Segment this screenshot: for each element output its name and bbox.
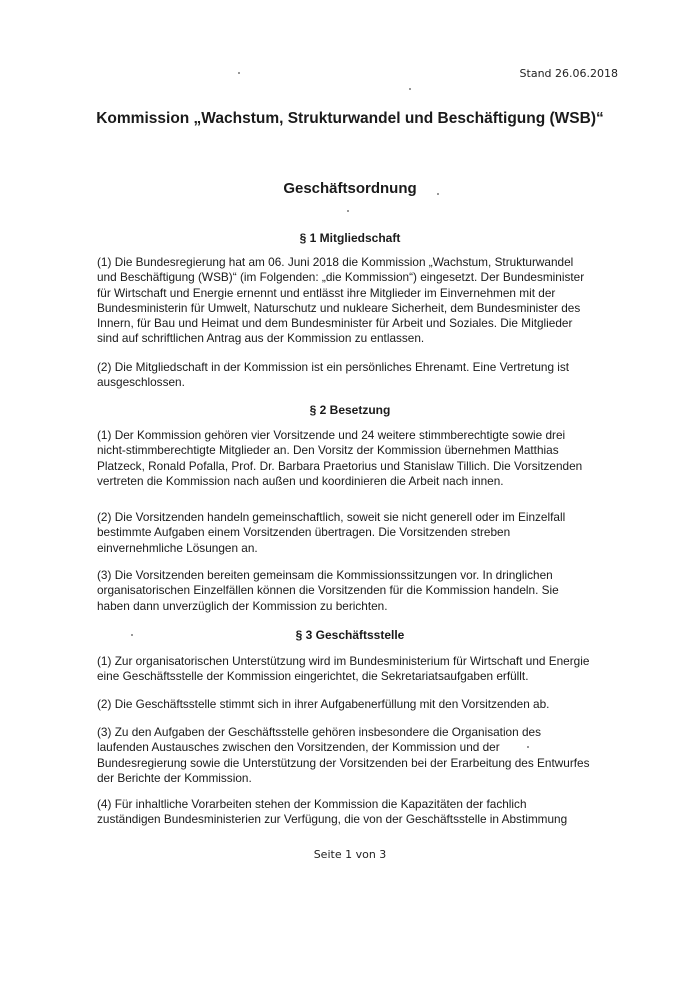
scan-speck [409,88,411,90]
section-heading-3: § 3 Geschäftsstelle [295,628,405,642]
document-subtitle: Geschäftsordnung [283,180,417,197]
paragraph-2-1: (1) Der Kommission gehören vier Vorsitzende und 24 weitere stimmberechtigte sowie drei nicht-stimmberechtigte Mitglieder an. Den Vorsitz der Kommission übernehmen Matthias Platzeck, Ronald Pofalla, Prof. Dr. Barbara Praetorius und Stanislaw Tillich. Die Vorsitzenden vertreten die Kommission nach außen und koordinieren die Arbeit nach innen. [97,428,583,488]
paragraph-3-3: (3) Zu den Aufgaben der Geschäftsstelle gehören insbesondere die Organisation des laufenden Austausches zwischen den Vorsitzenden, der Kommission und der Bundesregierung sowie die Unterstützung der Vorsitzenden bei der Erarbeitung des Entwurfes der Berichte der Kommission. [97,725,590,785]
scan-speck [347,210,349,212]
paragraph-3-2: (2) Die Geschäftsstelle stimmt sich in ihrer Aufgabenerfüllung mit den Vorsitzenden ab. [97,697,550,711]
paragraph-2-3: (3) Die Vorsitzenden bereiten gemeinsam die Kommissionssitzungen vor. In dringlichen organisatorischen Einzelfällen können die Vorsitzenden für die Kommission handeln. Sie haben dann unverzüglich der Kommission zu berichten. [97,568,559,613]
scan-speck [238,72,240,74]
paragraph-1-2: (2) Die Mitgliedschaft in der Kommission ist ein persönliches Ehrenamt. Eine Vertretung ist ausgeschlossen. [97,360,570,390]
scan-speck [131,634,133,636]
paragraph-1-1: (1) Die Bundesregierung hat am 06. Juni 2018 die Kommission „Wachstum, Strukturwandel und Beschäftigung (WSB)“ (im Folgenden: „die Kommission“) eingesetzt. Der Bundesminister für Wirtschaft und Energie ernennt und entlässt ihre Mitglieder im Einvernehmen mit der Bundesministerin für Umwelt, Naturschutz und nukleare Sicherheit, dem Bundesminister des Innern, für Bau und Heimat und dem Bundesminister für Arbeit und Soziales. Die Mitglieder sind auf schriftlichen Antrag aus der Kommission zu entlassen. [97,255,585,346]
document-date-stamp: Stand 26.06.2018 [519,67,618,80]
paragraph-3-1: (1) Zur organisatorischen Unterstützung wird im Bundesministerium für Wirtschaft und Energie eine Geschäftsstelle der Kommission eingerichtet, die Sekretariatsaufgaben erfüllt. [97,654,590,684]
paragraph-3-4: (4) Für inhaltliche Vorarbeiten stehen der Kommission die Kapazitäten der fachlich zuständigen Bundesministerien zur Verfügung, die von der Geschäftsstelle in Abstimmung [97,797,568,827]
scan-speck [437,193,439,195]
section-heading-2: § 2 Besetzung [309,403,391,417]
page-number: Seite 1 von 3 [313,848,387,861]
section-heading-1: § 1 Mitgliedschaft [299,231,401,245]
document-title: Kommission „Wachstum, Strukturwandel und Beschäftigung (WSB)“ [96,110,604,127]
scan-speck [527,746,529,748]
paragraph-2-2: (2) Die Vorsitzenden handeln gemeinschaftlich, soweit sie nicht generell oder im Einzelfall bestimmte Aufgaben einem Vorsitzenden übertragen. Die Vorsitzenden streben einvernehmliche Lösungen an. [97,510,566,555]
